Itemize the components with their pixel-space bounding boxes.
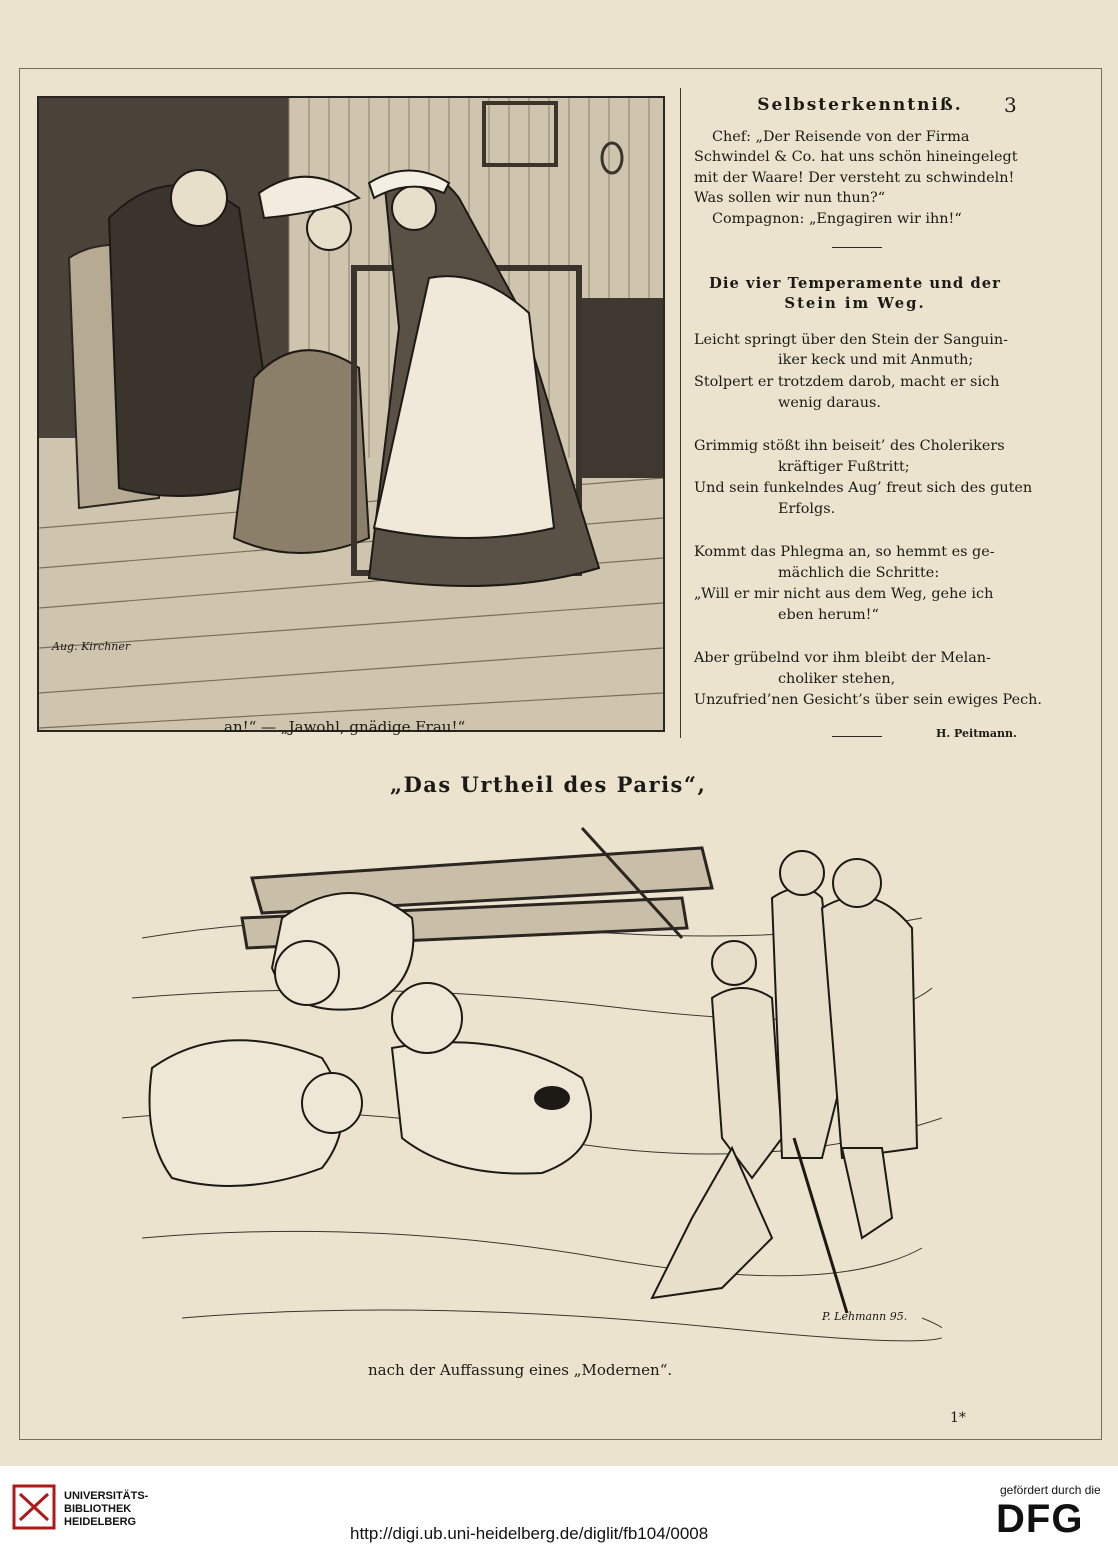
sponsor-label: gefördert durch die — [1000, 1483, 1101, 1497]
library-name-line: BIBLIOTHEK — [64, 1503, 132, 1515]
joke-line: Compagnon: „Engagiren wir ihn!“ — [712, 211, 962, 227]
poem-line: wenig daraus. — [778, 395, 881, 411]
top-illustration — [37, 96, 665, 732]
bottom-illustration-drawing — [122, 818, 942, 1353]
bottom-illustration — [122, 818, 942, 1353]
bottom-illustration-signature: P. Lehmann 95. — [822, 1310, 908, 1323]
poem-line: Und sein funkelndes Aug’ freut sich des guten — [694, 480, 1033, 496]
section-rule — [832, 247, 882, 248]
joke-line: Schwindel & Co. hat uns schön hineingelegt — [694, 149, 1018, 165]
bottom-illustration-caption: nach der Auffassung eines „Modernen“. — [368, 1361, 673, 1379]
library-name — [64, 1490, 148, 1529]
poem-line: eben herum!“ — [778, 607, 879, 623]
poem-line: Stolpert er trotzdem darob, macht er sich — [694, 374, 1000, 390]
top-illustration-drawing — [39, 98, 663, 730]
poem-line: Unzufried’nen Gesicht’s über sein ewiges Pech. — [694, 692, 1043, 708]
university-seal-icon — [12, 1484, 56, 1530]
page-header-title: Selbsterkenntniß. — [757, 95, 963, 115]
library-name-line: UNIVERSITÄTS- — [64, 1490, 149, 1502]
page-number: 3 — [1004, 93, 1017, 117]
poem-line: choliker stehen, — [778, 671, 896, 687]
poem-title-line2: Stein im Weg. — [784, 295, 926, 312]
bottom-illustration-title: „Das Urtheil des Paris“, — [390, 772, 707, 797]
poem-line: Leicht springt über den Stein der Sanguin- — [694, 332, 1009, 348]
library-name-line: HEIDELBERG — [64, 1516, 137, 1528]
dfg-logo: DFG — [996, 1497, 1084, 1541]
poem-line: Kommt das Phlegma an, so hemmt es ge- — [694, 544, 995, 560]
poem-line: Erfolgs. — [778, 501, 836, 517]
top-illustration-signature: Aug. Kirchner — [52, 640, 131, 653]
poem-title-line1: Die vier Temperamente und der — [709, 275, 1001, 292]
joke-line: Was sollen wir nun thun?“ — [694, 190, 886, 206]
poem-line: iker keck und mit Anmuth; — [778, 352, 974, 368]
poem-line: kräftiger Fußtritt; — [778, 459, 910, 475]
poem-line: Aber grübelnd vor ihm bleibt der Melan- — [694, 650, 991, 666]
poem-line: „Will er mir nicht aus dem Weg, gehe ich — [694, 586, 994, 602]
joke-line: Chef: „Der Reisende von der Firma — [712, 129, 970, 145]
page-signature-mark: 1* — [950, 1410, 966, 1426]
section-rule — [832, 736, 882, 737]
column-divider — [680, 88, 681, 738]
top-illustration-caption: an!“ — „Jawohl, gnädige Frau!“ — [224, 718, 466, 736]
poem-line: mächlich die Schritte: — [778, 565, 940, 581]
poem-line: Grimmig stößt ihn beiseit’ des Cholerikers — [694, 438, 1005, 454]
source-url-link[interactable]: http://digi.ub.uni-heidelberg.de/diglit/fb104/0008 — [350, 1524, 709, 1543]
poem-author: H. Peitmann. — [936, 727, 1017, 740]
joke-line: mit der Waare! Der versteht zu schwindeln! — [694, 170, 1015, 186]
